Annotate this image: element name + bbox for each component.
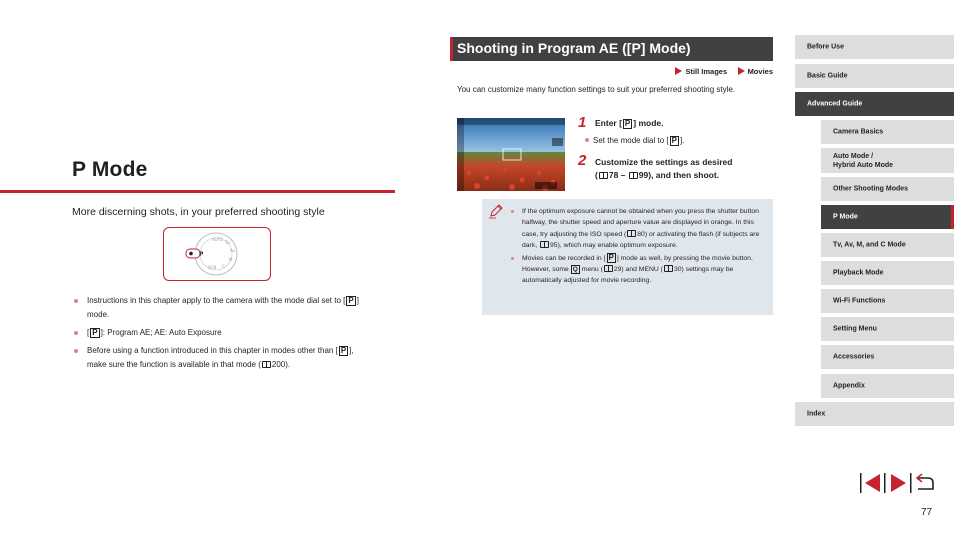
page-ref-link[interactable]: 29 bbox=[613, 266, 622, 274]
mode-p-icon: P bbox=[608, 252, 614, 262]
nav-item-wifi-functions[interactable]: Wi-Fi Functions bbox=[821, 289, 954, 313]
mode-p-icon: P bbox=[624, 119, 631, 128]
svg-text:Av: Av bbox=[230, 248, 235, 253]
chapter-subtitle: More discerning shots, in your preferred shooting style bbox=[72, 206, 325, 218]
chapter-bullet-list bbox=[72, 294, 372, 376]
svg-text:AUTO: AUTO bbox=[212, 237, 224, 242]
mode-p-icon: P bbox=[92, 328, 98, 337]
svg-text:M: M bbox=[229, 257, 233, 262]
next-page-icon[interactable] bbox=[891, 473, 912, 493]
page-number: 77 bbox=[921, 507, 933, 518]
nav-item-auto-mode[interactable]: Auto Mode / Hybrid Auto Mode bbox=[821, 148, 954, 173]
q-menu-icon: Q bbox=[572, 266, 578, 274]
step-number: 1 bbox=[578, 114, 587, 131]
nav-item-basic-guide[interactable]: Basic Guide bbox=[795, 64, 954, 88]
page-navigation bbox=[860, 473, 936, 498]
nav-item-accessories[interactable]: Accessories bbox=[821, 345, 954, 369]
section-intro: You can customize many function settings to suit your preferred shooting style. bbox=[457, 85, 736, 94]
chapter-title: P Mode bbox=[72, 158, 148, 181]
page-ref-link[interactable]: 80 bbox=[637, 230, 645, 238]
step-number: 2 bbox=[578, 152, 587, 169]
list-item: Before using a function introduced in this chapter in modes other than [ P ], make sure the function is available in that mode ( 200). bbox=[72, 344, 372, 372]
section-title: Shooting in Program AE ([P] Mode) bbox=[457, 40, 691, 56]
image-type-tags bbox=[640, 67, 773, 76]
note-pencil-icon bbox=[488, 203, 504, 224]
nav-item-p-mode[interactable]: P Mode bbox=[821, 205, 954, 229]
tag-movies: Movies bbox=[747, 67, 773, 76]
nav-item-setting-menu[interactable]: Setting Menu bbox=[821, 317, 954, 341]
mode-p-icon: P bbox=[340, 346, 347, 355]
mode-dial-illustration bbox=[163, 227, 271, 281]
nav-item-index[interactable]: Index bbox=[795, 402, 954, 426]
mode-p-icon: P bbox=[671, 136, 677, 145]
nav-item-appendix[interactable]: Appendix bbox=[821, 374, 954, 398]
nav-item-camera-basics[interactable]: Camera Basics bbox=[821, 120, 954, 144]
nav-item-advanced-guide[interactable]: Advanced Guide bbox=[795, 92, 954, 116]
page-ref-link[interactable]: 95 bbox=[550, 242, 558, 250]
book-ref-icon bbox=[627, 230, 636, 237]
mode-p-icon: P bbox=[348, 296, 354, 305]
svg-text:C: C bbox=[222, 264, 225, 269]
book-ref-icon bbox=[629, 172, 638, 179]
camera-screen-photo bbox=[457, 118, 565, 191]
nav-item-before-use[interactable]: Before Use bbox=[795, 35, 954, 59]
book-ref-icon bbox=[604, 265, 613, 272]
book-ref-icon bbox=[540, 241, 549, 248]
list-item: Movies can be recorded in [ P ] mode as well, by pressing the movie button. However, some Q menu ( 29) and MENU ( 30) settings may be automatically adjusted for movie recording. bbox=[510, 253, 766, 287]
book-ref-icon bbox=[599, 172, 608, 179]
step-detail: Set the mode dial to [ P ]. bbox=[585, 136, 684, 146]
section-header bbox=[450, 37, 773, 61]
page-ref-link[interactable]: 200 bbox=[271, 360, 286, 369]
svg-text:Tv: Tv bbox=[225, 240, 230, 245]
mode-dial-icon bbox=[164, 228, 270, 280]
chapter-rule bbox=[0, 190, 395, 193]
page-ref-link[interactable]: 99 bbox=[638, 170, 649, 180]
step-title: Customize the settings as desired ( 78 – 99), and then shoot. bbox=[595, 157, 733, 180]
play-arrow-icon bbox=[675, 67, 682, 75]
list-item: If the optimum exposure cannot be obtained when you press the shutter button halfway, the shutter speed and aperture value are displayed in orange. In this case, try adjusting the ISO speed ( 80) or activating the flash (if subjects are dark, 95), which may enable optimum exposure. bbox=[510, 206, 766, 252]
tag-still-images: Still Images bbox=[685, 67, 728, 76]
nav-item-tv-av-m-c-mode[interactable]: Tv, Av, M, and C Mode bbox=[821, 233, 954, 257]
return-icon[interactable] bbox=[917, 474, 933, 489]
play-arrow-icon bbox=[738, 67, 745, 75]
step-title: Enter [ P ] mode. bbox=[595, 118, 664, 128]
nav-item-playback-mode[interactable]: Playback Mode bbox=[821, 261, 954, 285]
prev-page-icon[interactable] bbox=[860, 473, 886, 493]
book-ref-icon bbox=[664, 265, 673, 272]
list-item: Instructions in this chapter apply to the camera with the mode dial set to [ P ] mode. bbox=[72, 294, 372, 322]
book-ref-icon bbox=[262, 361, 271, 368]
list-item: [ P ]: Program AE; AE: Auto Exposure bbox=[72, 326, 372, 340]
svg-text:SCN: SCN bbox=[208, 265, 217, 270]
svg-text:P: P bbox=[199, 251, 204, 258]
page-ref-link[interactable]: 30 bbox=[673, 266, 682, 274]
note-list bbox=[510, 206, 766, 288]
nav-item-other-shooting-modes[interactable]: Other Shooting Modes bbox=[821, 177, 954, 201]
page-ref-link[interactable]: 78 bbox=[608, 170, 619, 180]
